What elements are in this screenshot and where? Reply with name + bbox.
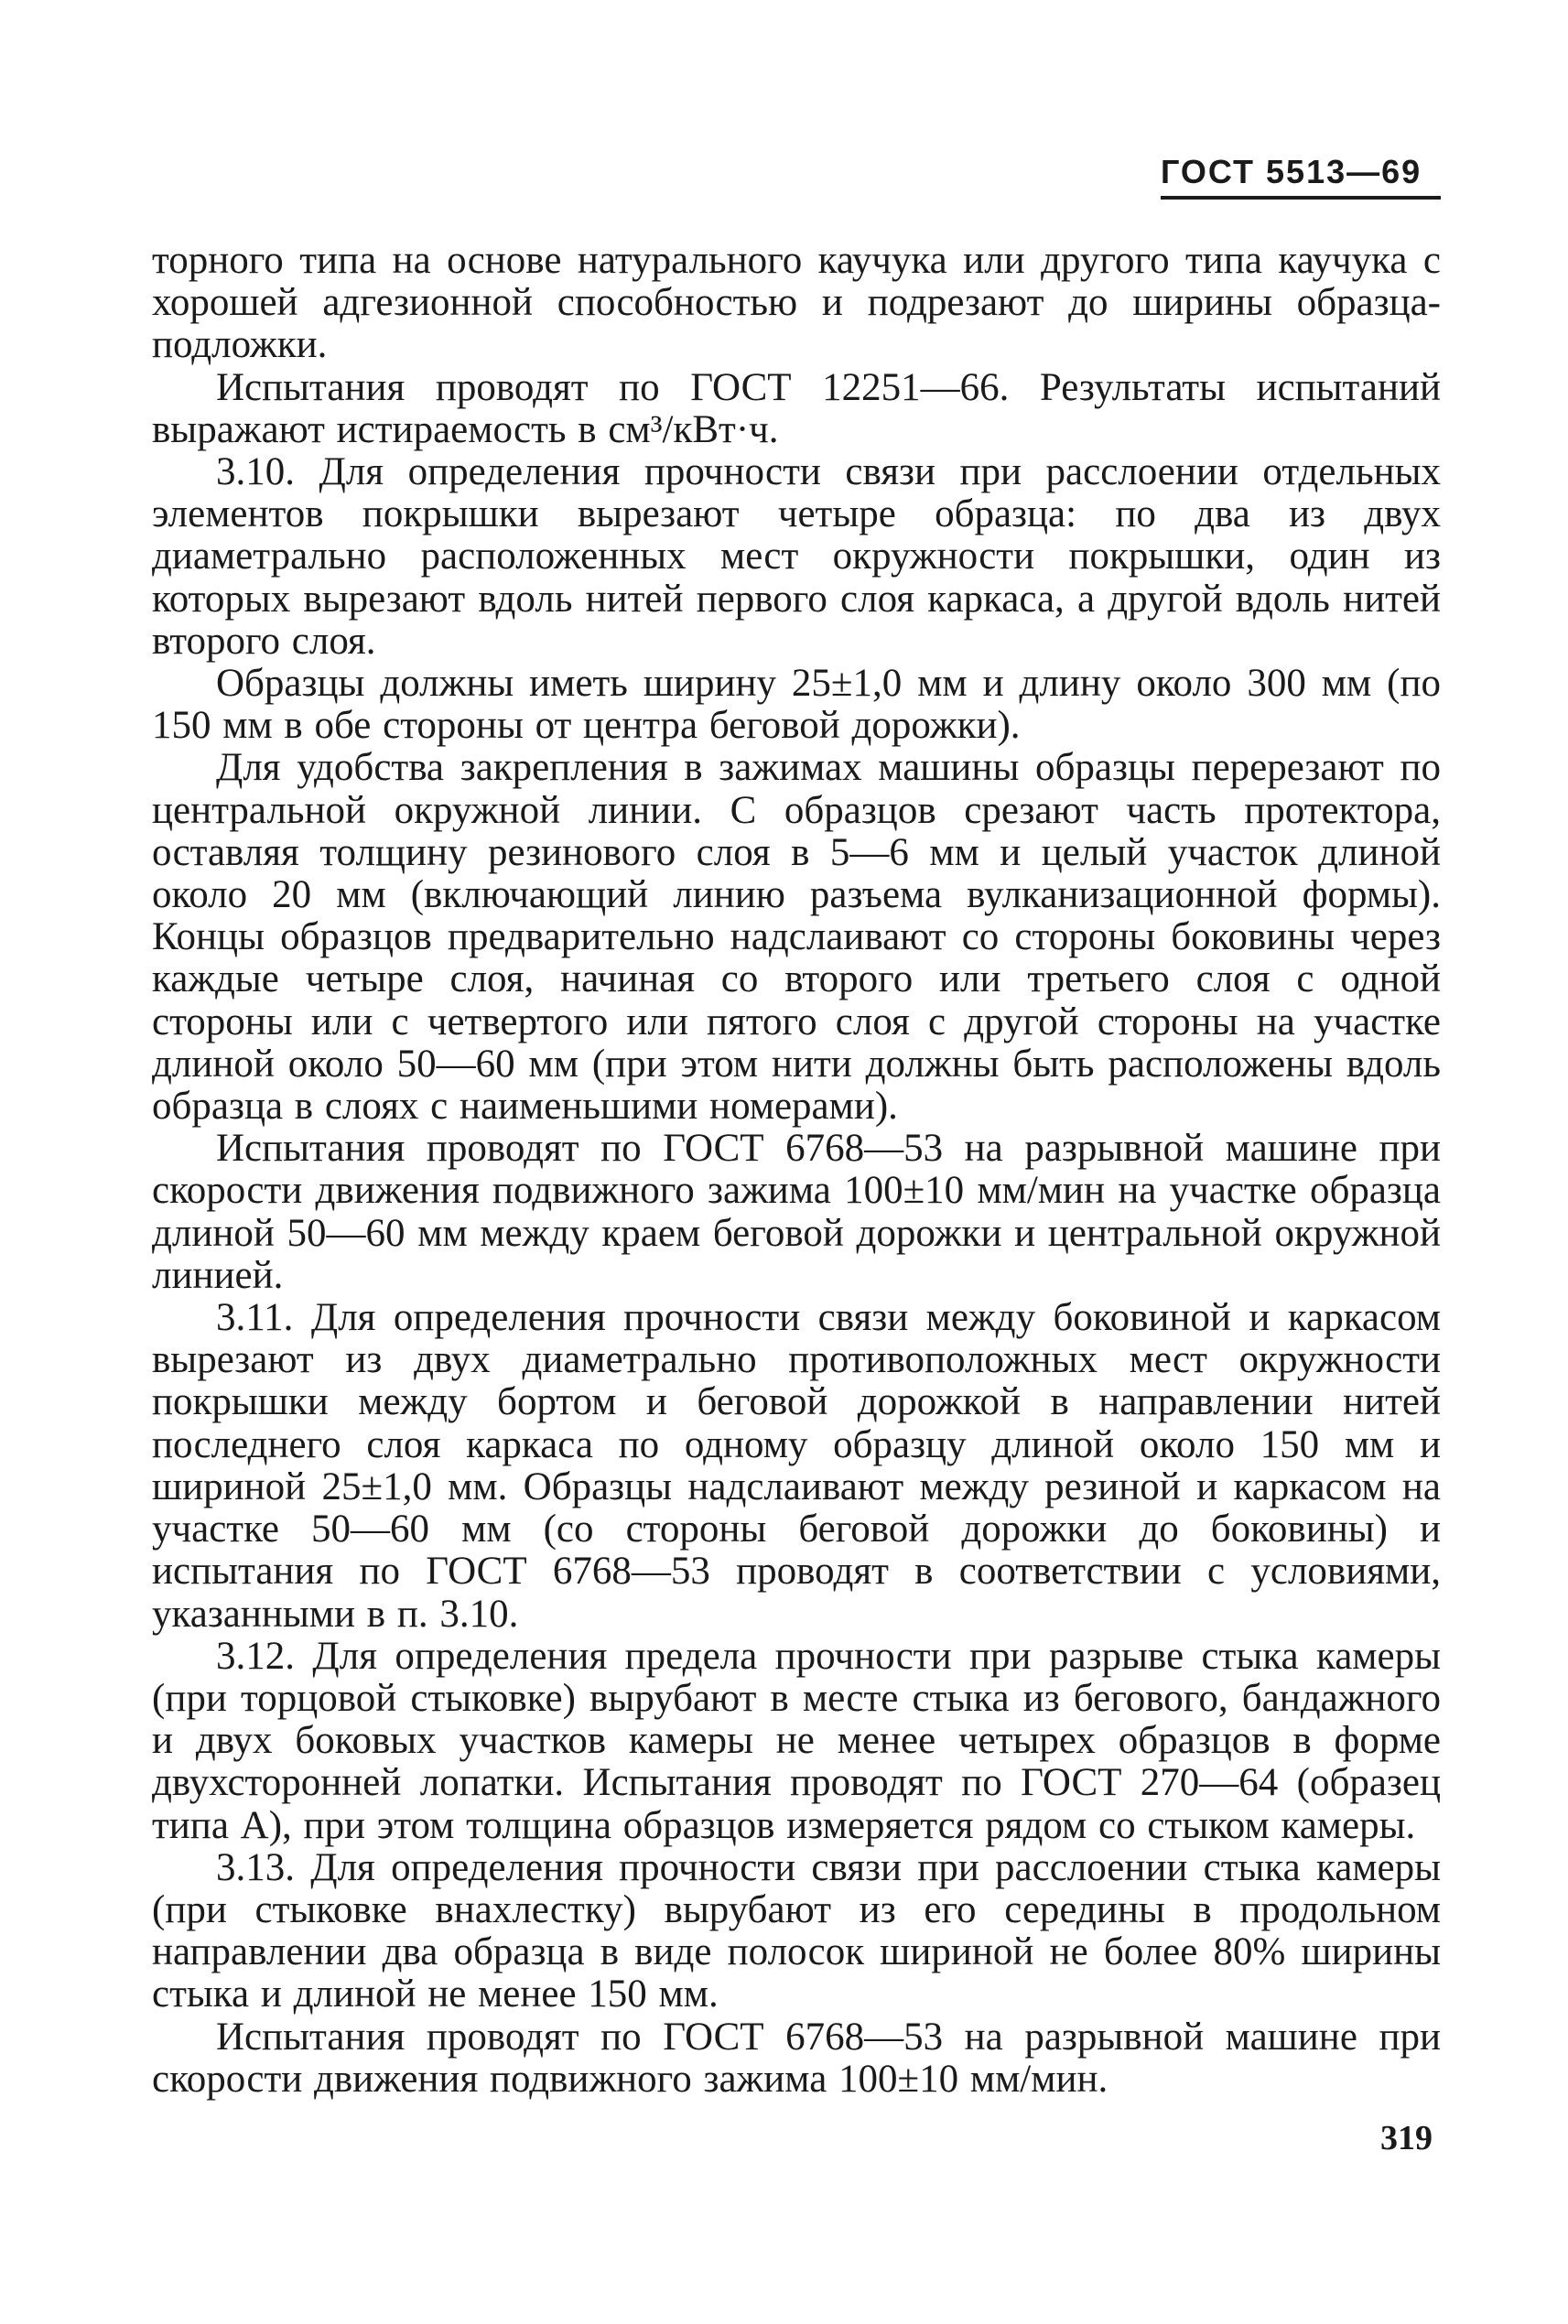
paragraph-sample-preparation: Для удобства закрепления в зажимах машины образцы перерезают по центральной окружной линии. С образцов срезают часть протектора, оставляя толщину резинового слоя в 5—6 мм и целый участок длиной около 20 мм (включающий линию разъема вулканизационной формы). Концы образцов предварительно надслаивают со стороны боковины через каждые четыре слоя, начиная со второго или третьего слоя с одной стороны или с четвертого или пятого слоя с другой стороны на участке длиной около 50—60 мм (при этом нити должны быть расположены вдоль образца в слоях с наименьшими номерами).: [152, 746, 1441, 1129]
standard-number: ГОСТ 5513—69: [1161, 153, 1422, 190]
header-rule: [1161, 196, 1441, 200]
running-header: [1161, 154, 1441, 200]
paragraph-test-conditions-3-13: Испытания проводят по ГОСТ 6768—53 на разрывной машине при скорости движения подвижного зажима 100±10 мм/мин.: [152, 2015, 1441, 2101]
body-text: [152, 240, 1441, 2101]
paragraph-test-conditions-3-10: Испытания проводят по ГОСТ 6768—53 на разрывной машине при скорости движения подвижного зажима 100±10 мм/мин на участке образца длиной 50—60 мм между краем беговой дорожки и центральной окружной линией.: [152, 1127, 1441, 1297]
paragraph-section-3-13: 3.13. Для определения прочности связи при расслоении стыка камеры (при стыковке внахлестку) вырубают из его середины в продольном направлении два образца в виде полосок шириной не более 80% ширины стыка и длиной не менее 150 мм.: [152, 1845, 1441, 2016]
paragraph-section-3-10: 3.10. Для определения прочности связи при расслоении отдельных элементов покрышки вырезают четыре образца: по два из двух диаметрально расположенных мест окружности покрышки, один из которых вырезают вдоль нитей первого слоя каркаса, а другой вдоль нитей второго слоя.: [152, 450, 1441, 663]
paragraph-sample-size: Образцы должны иметь ширину 25±1,0 мм и длину около 300 мм (по 150 мм в обе стороны от центра беговой дорожки).: [152, 662, 1441, 748]
paragraph-section-3-11: 3.11. Для определения прочности связи между боковиной и каркасом вырезают из двух диаметрально противоположных мест окружности покрышки между бортом и беговой дорожкой в направлении нитей последнего слоя каркаса по одному образцу длиной около 150 мм и шириной 25±1,0 мм. Образцы надслаивают между резиной и каркасом на участке 50—60 мм (со стороны беговой дорожки до боковины) и испытания по ГОСТ 6768—53 проводят в соответствии с условиями, указанными в п. 3.10.: [152, 1296, 1441, 1636]
paragraph-test-abrasion: Испытания проводят по ГОСТ 12251—66. Результаты испытаний выражают истираемость в см³/кВт·ч.: [152, 365, 1441, 451]
paragraph-continuation: торного типа на основе натурального каучука или другого типа каучука с хорошей адгезионной способностью и подрезают до ширины образца-подложки.: [152, 239, 1441, 367]
paragraph-section-3-12: 3.12. Для определения предела прочности при разрыве стыка камеры (при торцовой стыковке) вырубают в месте стыка из бегового, бандажного и двух боковых участков камеры не менее четырех образцов в форме двухсторонней лопатки. Испытания проводят по ГОСТ 270—64 (образец типа А), при этом толщина образцов измеряется рядом со стыком камеры.: [152, 1634, 1441, 1847]
page-number: 319: [1380, 2119, 1433, 2157]
